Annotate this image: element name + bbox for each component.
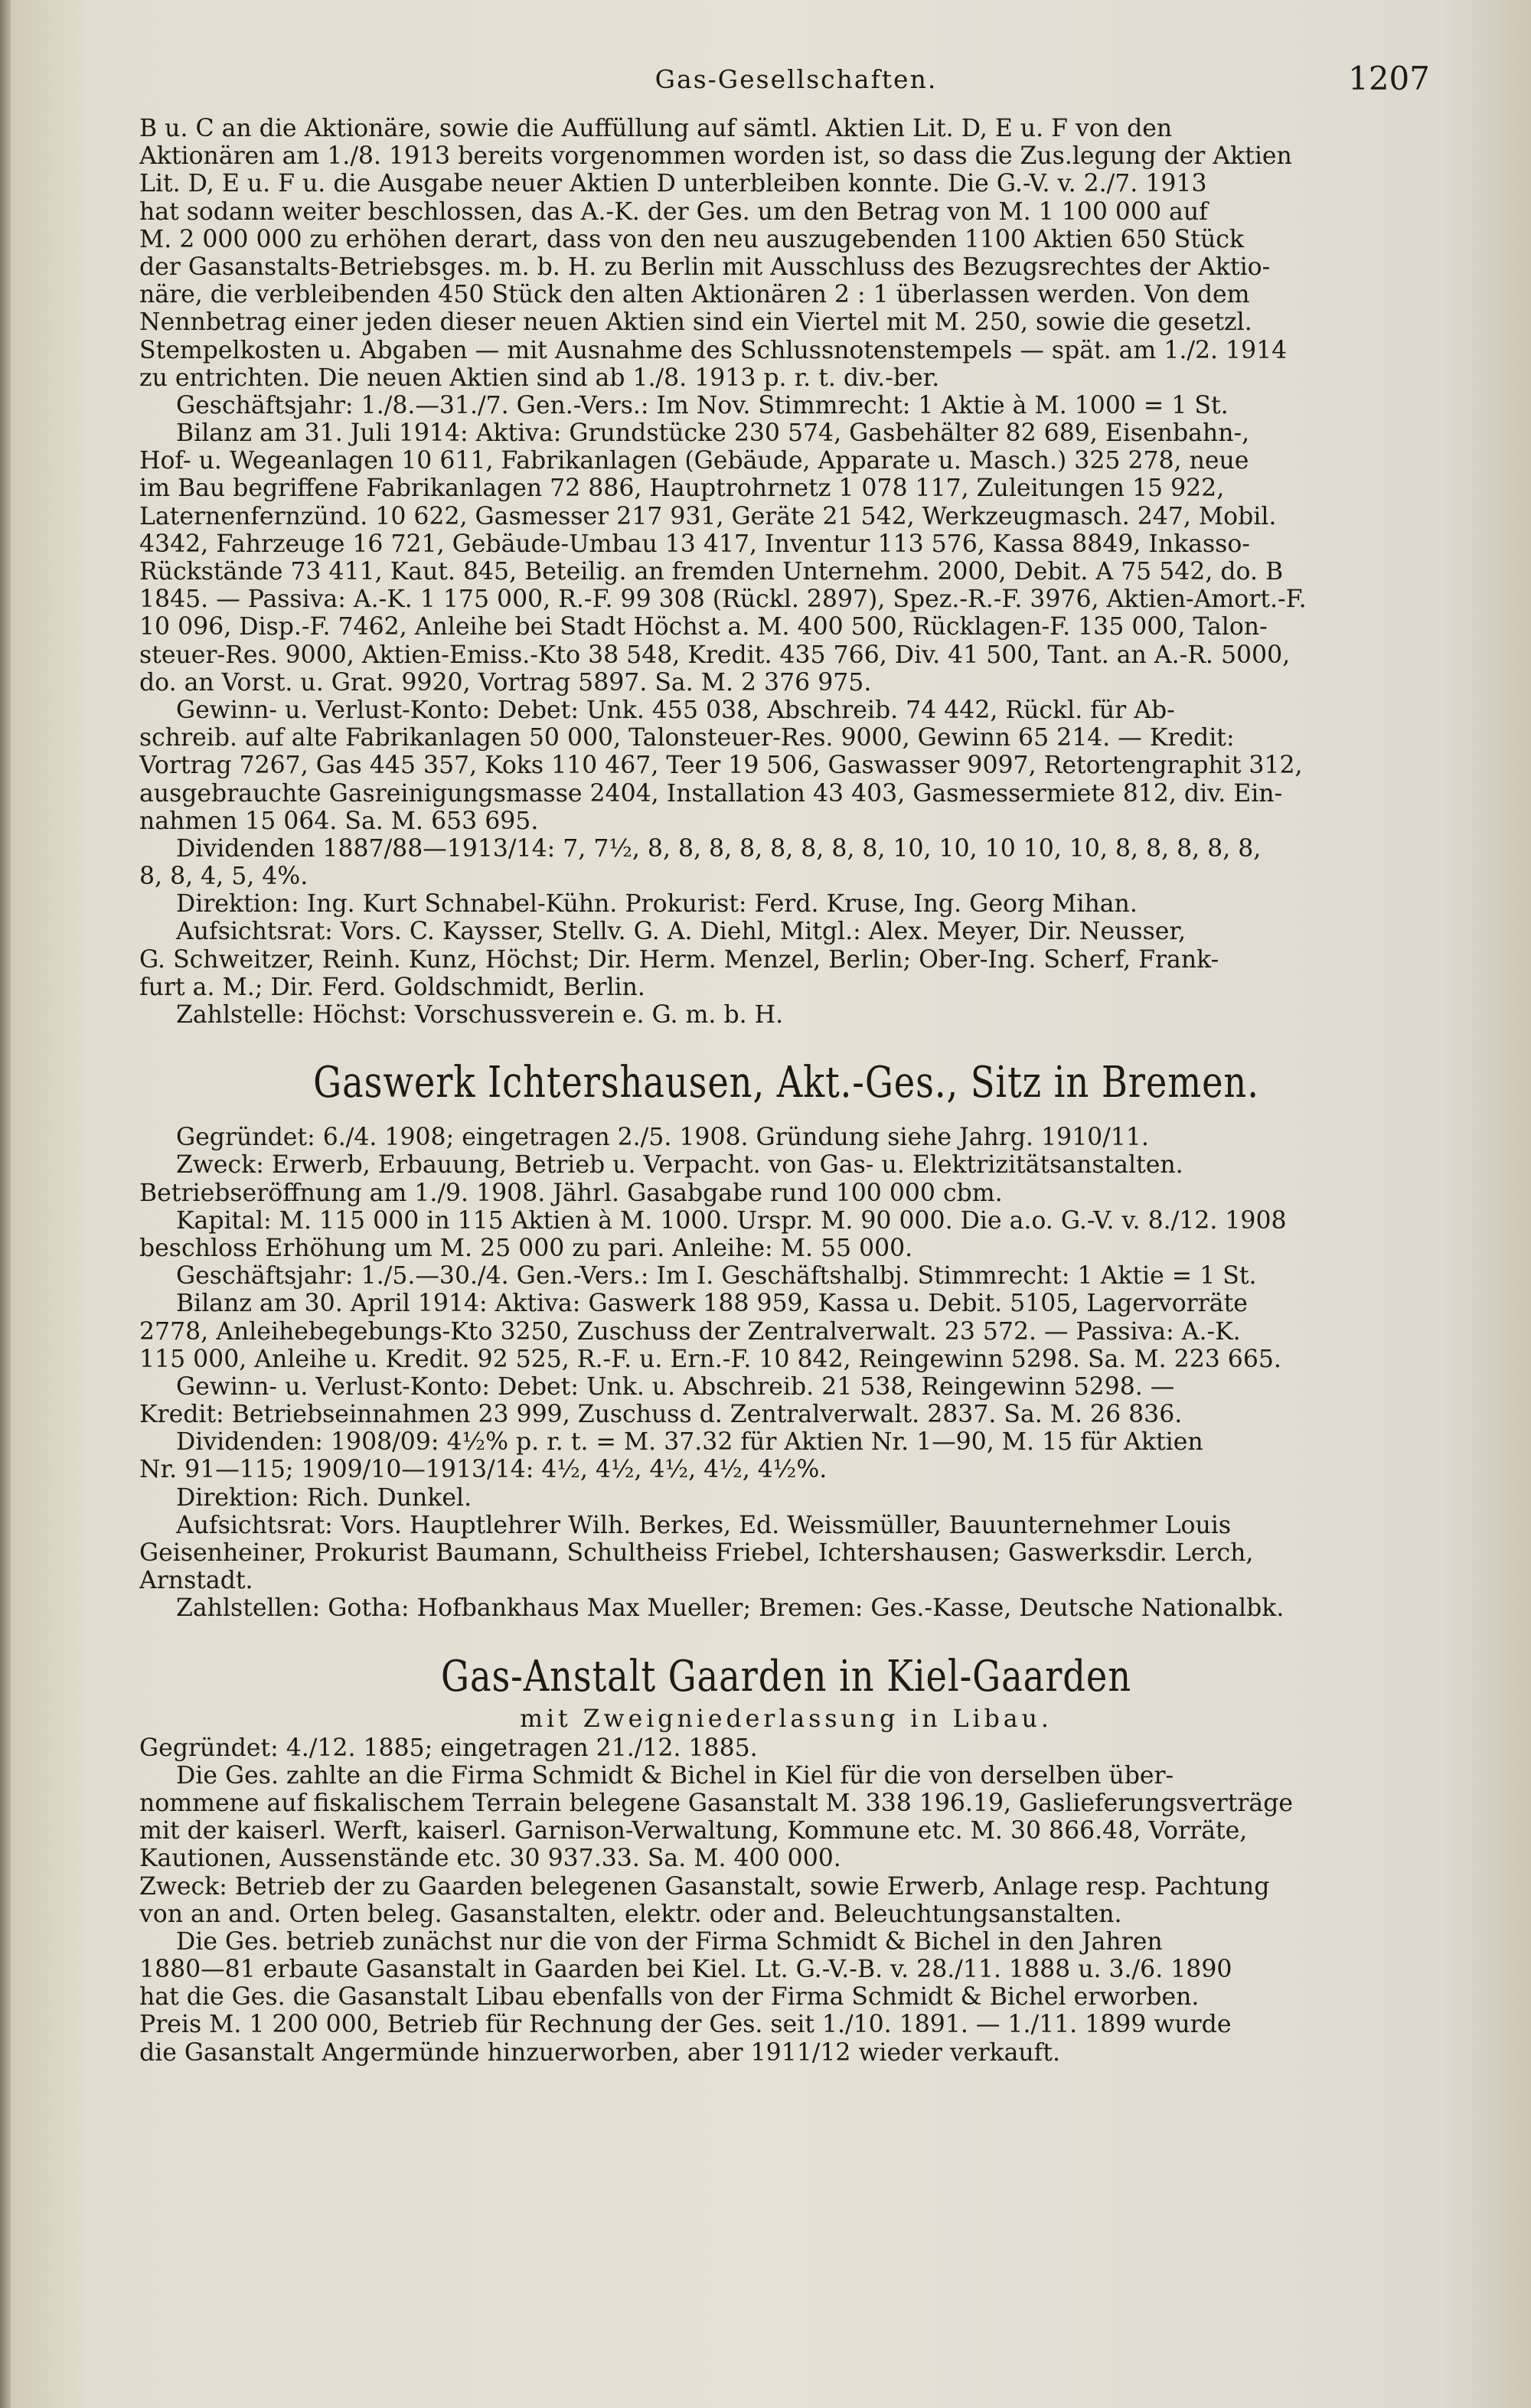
text-line: 4342, Fahrzeuge 16 721, Gebäude-Umbau 13 417, Inventur 113 576, Kassa 8849, Inkasso- <box>139 530 1250 558</box>
text-line: Geschäftsjahr: 1./5.—30./4. Gen.-Vers.: Im I. Geschäftshalbj. Stimmrecht: 1 Aktie = 1 St. <box>176 1262 1257 1290</box>
page-gutter-shadow <box>0 0 11 2408</box>
text-line: 8, 8, 4, 5, 4%. <box>139 863 308 891</box>
text-line: Zahlstelle: Höchst: Vorschussverein e. G. m. b. H. <box>176 1001 784 1029</box>
text-line: nommene auf fiskalischem Terrain belegene Gasanstalt M. 338 196.19, Gaslieferungsverträge <box>139 1789 1294 1817</box>
text-line: Geisenheiner, Prokurist Baumann, Schultheiss Friebel, Ichtershausen; Gaswerksdir. Lerch, <box>139 1539 1254 1567</box>
text-line: G. Schweitzer, Reinh. Kunz, Höchst; Dir. Herm. Menzel, Berlin; Ober-Ing. Scherf, Frank- <box>139 945 1219 974</box>
text-line: Kredit: Betriebseinnahmen 23 999, Zuschuss d. Zentralverwalt. 2837. Sa. M. 26 836. <box>139 1401 1183 1429</box>
page-number: 1207 <box>1348 60 1430 97</box>
text-line: zu entrichten. Die neuen Aktien sind ab 1./8. 1913 p. r. t. div.-ber. <box>139 364 940 392</box>
section-gaarden <box>139 1650 1433 2067</box>
text-line: 115 000, Anleihe u. Kredit. 92 525, R.-F. u. Ern.-F. 10 842, Reingewinn 5298. Sa. M. 223 665. <box>139 1345 1281 1373</box>
text-line: Arnstadt. <box>139 1567 253 1595</box>
text-line: Die Ges. betrieb zunächst nur die von der Firma Schmidt & Bichel in den Jahren <box>176 1927 1163 1956</box>
text-line: Aufsichtsrat: Vors. Hauptlehrer Wilh. Berkes, Ed. Weissmüller, Bauunternehmer Louis <box>176 1511 1232 1539</box>
text-line: Dividenden: 1908/09: 4½% p. r. t. = M. 37.32 für Aktien Nr. 1—90, M. 15 für Aktien <box>176 1428 1203 1457</box>
spacer <box>139 1110 1433 1124</box>
text-line: beschloss Erhöhung um M. 25 000 zu pari. Anleihe: M. 55 000. <box>139 1234 913 1262</box>
text-line: Kapital: M. 115 000 in 115 Aktien à M. 1000. Urspr. M. 90 000. Die a.o. G.-V. v. 8./12. 1908 <box>176 1206 1287 1235</box>
text-line: nahmen 15 064. Sa. M. 653 695. <box>139 807 539 835</box>
text-line: Kautionen, Aussenstände etc. 30 937.33. Sa. M. 400 000. <box>139 1845 841 1873</box>
section-subheading: mit Zweigniederlassung in Libau. <box>520 1705 1053 1733</box>
text-line: Die Ges. zahlte an die Firma Schmidt & Bichel in Kiel für die von derselben über- <box>176 1761 1174 1790</box>
text-line: Direktion: Rich. Dunkel. <box>176 1483 472 1512</box>
section-continuation <box>139 115 1433 1029</box>
spacer <box>139 1029 1433 1056</box>
text-line: Preis M. 1 200 000, Betrieb für Rechnung der Ges. seit 1./10. 1891. — 1./11. 1899 wurde <box>139 2011 1232 2039</box>
text-line: 1880—81 erbaute Gasanstalt in Gaarden bei Kiel. Lt. G.-V.-B. v. 28./11. 1888 u. 3./6. 1890 <box>139 1956 1232 1984</box>
text-line: näre, die verbleibenden 450 Stück den alten Aktionären 2 : 1 überlassen werden. Von dem <box>139 281 1250 309</box>
text-line: Rückstände 73 411, Kaut. 845, Beteilig. an fremden Unternehm. 2000, Debit. A 75 542, do. B <box>139 558 1284 586</box>
text-line: Direktion: Ing. Kurt Schnabel-Kühn. Prokurist: Ferd. Kruse, Ing. Georg Mihan. <box>176 890 1138 918</box>
text-line: mit der kaiserl. Werft, kaiserl. Garnison-Verwaltung, Kommune etc. M. 30 866.48, Vorräte, <box>139 1817 1248 1845</box>
text-line: hat sodann weiter beschlossen, das A.-K. der Ges. um den Betrag von M. 1 100 000 auf <box>139 197 1208 226</box>
section-ichtershausen <box>139 1056 1433 1622</box>
text-line: Hof- u. Wegeanlagen 10 611, Fabrikanlagen (Gebäude, Apparate u. Masch.) 325 278, neue <box>139 447 1249 475</box>
text-line: Zweck: Erwerb, Erbauung, Betrieb u. Verpacht. von Gas- u. Elektrizitätsanstalten. <box>176 1151 1183 1180</box>
text-line: hat die Ges. die Gasanstalt Libau ebenfalls von der Firma Schmidt & Bichel erworben. <box>139 1983 1200 2012</box>
text-column <box>139 115 1433 2067</box>
text-line: Aufsichtsrat: Vors. C. Kaysser, Stellv. G. A. Diehl, Mitgl.: Alex. Meyer, Dir. Neusser, <box>176 918 1187 946</box>
text-line: steuer-Res. 9000, Aktien-Emiss.-Kto 38 548, Kredit. 435 766, Div. 41 500, Tant. an A.-R. 5000, <box>139 641 1291 669</box>
text-line: Geschäftsjahr: 1./8.—31./7. Gen.-Vers.: Im Nov. Stimmrecht: 1 Aktie à M. 1000 = 1 St. <box>176 391 1229 419</box>
text-line: der Gasanstalts-Betriebsges. m. b. H. zu Berlin mit Ausschluss des Bezugsrechtes der Aktio- <box>139 253 1271 281</box>
text-line: im Bau begriffene Fabrikanlagen 72 886, Hauptrohrnetz 1 078 117, Zuleitungen 15 922, <box>139 475 1225 503</box>
running-title: Gas-Gesellschaften. <box>655 64 938 94</box>
text-line: 1845. — Passiva: A.-K. 1 175 000, R.-F. 99 308 (Rückl. 2897), Spez.-R.-F. 3976, Aktien-Amort.-F. <box>139 586 1307 614</box>
text-line: Bilanz am 30. April 1914: Aktiva: Gaswerk 188 959, Kassa u. Debit. 5105, Lagervorräte <box>176 1290 1248 1318</box>
text-line: furt a. M.; Dir. Ferd. Goldschmidt, Berlin. <box>139 973 645 1001</box>
text-line: B u. C an die Aktionäre, sowie die Auffüllung auf sämtl. Aktien Lit. D, E u. F von den <box>139 115 1173 142</box>
text-line: Zahlstellen: Gotha: Hofbankhaus Max Mueller; Bremen: Ges.-Kasse, Deutsche Nationalbk. <box>176 1594 1285 1623</box>
text-line: die Gasanstalt Angermünde hinzuerworben, aber 1911/12 wieder verkauft. <box>139 2038 1060 2067</box>
spacer <box>139 1623 1433 1650</box>
text-line: Lit. D, E u. F u. die Ausgabe neuer Aktien D unterbleiben konnte. Die G.-V. v. 2./7. 1913 <box>139 170 1207 198</box>
text-line: Vortrag 7267, Gas 445 357, Koks 110 467, Teer 19 506, Gaswasser 9097, Retortengraphit 312, <box>139 752 1303 780</box>
text-line: Zweck: Betrieb der zu Gaarden belegenen Gasanstalt, sowie Erwerb, Anlage resp. Pachtung <box>139 1872 1270 1901</box>
text-line: schreib. auf alte Fabrikanlagen 50 000, Talonsteuer-Res. 9000, Gewinn 65 214. — Kredit: <box>139 724 1235 752</box>
section-heading: Gaswerk Ichtershausen, Akt.-Ges., Sitz in Bremen. <box>313 1058 1259 1108</box>
text-line: do. an Vorst. u. Grat. 9920, Vortrag 5897. Sa. M. 2 376 975. <box>139 668 872 697</box>
text-line: Laternenfernzünd. 10 622, Gasmesser 217 931, Geräte 21 542, Werkzeugmasch. 247, Mobil. <box>139 502 1277 530</box>
text-line: M. 2 000 000 zu erhöhen derart, dass von den neu auszugebenden 1100 Aktien 650 Stück <box>139 225 1244 253</box>
text-line: Dividenden 1887/88—1913/14: 7, 7½, 8, 8, 8, 8, 8, 8, 8, 8, 10, 10, 10 10, 10, 8, 8, 8, 8, 8, <box>176 834 1262 863</box>
text-line: Gegründet: 4./12. 1885; eingetragen 21./12. 1885. <box>139 1734 758 1762</box>
text-line: Gewinn- u. Verlust-Konto: Debet: Unk. 455 038, Abschreib. 74 442, Rückl. für Ab- <box>176 696 1175 724</box>
text-line: Aktionären am 1./8. 1913 bereits vorgenommen worden ist, so dass die Zus.legung der Aktien <box>139 142 1292 171</box>
text-line: Gegründet: 6./4. 1908; eingetragen 2./5. 1908. Gründung siehe Jahrg. 1910/11. <box>176 1124 1149 1152</box>
text-line: Bilanz am 31. Juli 1914: Aktiva: Grundstücke 230 574, Gasbehälter 82 689, Eisenbahn-, <box>176 419 1250 448</box>
text-line: Nr. 91—115; 1909/10—1913/14: 4½, 4½, 4½, 4½, 4½%. <box>139 1456 828 1484</box>
section-heading: Gas-Anstalt Gaarden in Kiel-Gaarden <box>440 1651 1131 1702</box>
text-line: Nennbetrag einer jeden dieser neuen Aktien sind ein Viertel mit M. 250, sowie die gesetzl. <box>139 308 1252 337</box>
text-line: 10 096, Disp.-F. 7462, Anleihe bei Stadt Höchst a. M. 400 500, Rücklagen-F. 135 000, Talon- <box>139 613 1268 641</box>
text-line: ausgebrauchte Gasreinigungsmasse 2404, Installation 43 403, Gasmessermiete 812, div. Ein- <box>139 779 1283 808</box>
page-header <box>153 60 1439 110</box>
text-line: Stempelkosten u. Abgaben — mit Ausnahme des Schlussnotenstempels — spät. am 1./2. 1914 <box>139 336 1288 364</box>
text-line: 2778, Anleihebegebungs-Kto 3250, Zuschuss der Zentralverwalt. 23 572. — Passiva: A.-K. <box>139 1317 1241 1346</box>
text-line: von an and. Orten beleg. Gasanstalten, elektr. oder and. Beleuchtungsanstalten. <box>139 1900 1122 1928</box>
text-line: Gewinn- u. Verlust-Konto: Debet: Unk. u. Abschreib. 21 538, Reingewinn 5298. — <box>176 1372 1175 1401</box>
text-line: Betriebseröffnung am 1./9. 1908. Jährl. Gasabgabe rund 100 000 cbm. <box>139 1179 1003 1207</box>
